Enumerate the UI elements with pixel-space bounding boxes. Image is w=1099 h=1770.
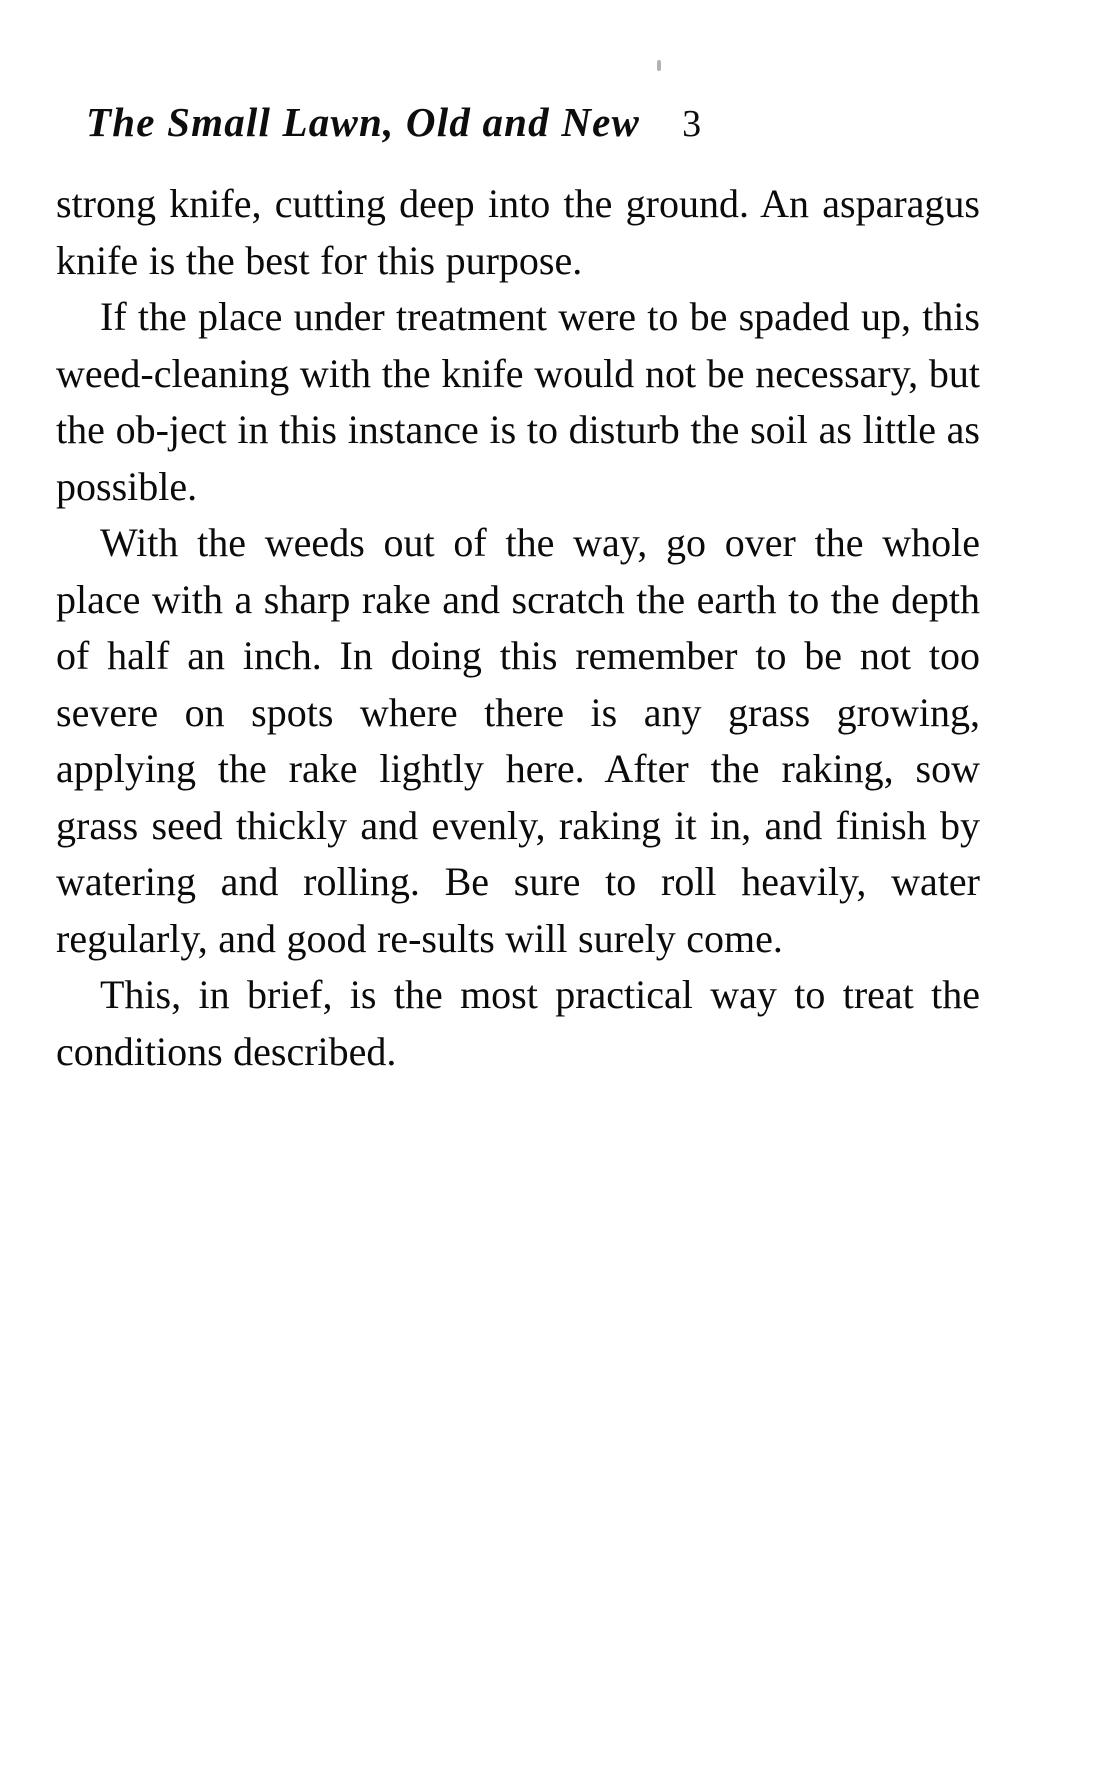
paragraph-1: strong knife, cutting deep into the ground. An asparagus knife is the best for this purpose. <box>56 181 980 283</box>
running-head-title: The Small Lawn, Old and New <box>86 99 641 145</box>
page-content <box>56 0 986 1080</box>
body-text <box>56 176 986 1080</box>
running-head <box>56 98 986 146</box>
page-number: 3 <box>682 103 702 145</box>
paragraph-3: With the weeds out of the way, go over the whole place with a sharp rake and scratch the earth to the depth of half an inch. In doing this remember to be not too severe on spots where there is any grass growing, applying the rake lightly here. After the raking, sow grass seed thickly and evenly, raking it in, and finish by watering and rolling. Be sure to roll heavily, water regularly, and good re-sults will surely come. <box>56 520 980 961</box>
paragraph-4: This, in brief, is the most practical way to treat the conditions described. <box>56 972 980 1074</box>
paragraph-2: If the place under treatment were to be spaded up, this weed-cleaning with the knife would not be necessary, but the ob-ject in this instance is to disturb the soil as little as possible. <box>56 294 980 509</box>
